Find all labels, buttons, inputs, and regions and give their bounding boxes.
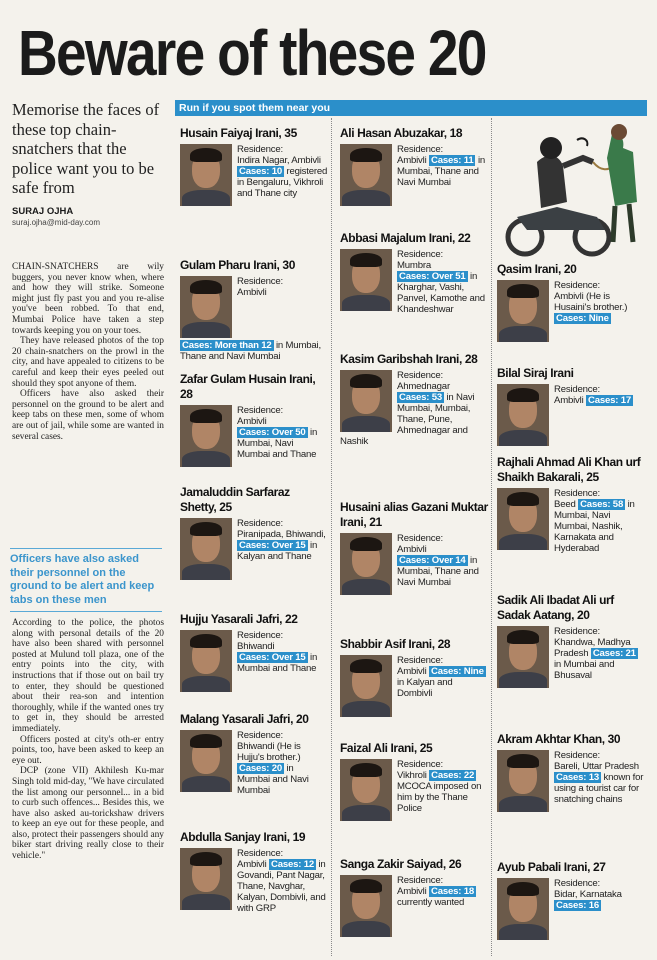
suspect-name: Abbasi Majalum Irani, 22: [340, 231, 471, 245]
suspect-photo: [497, 488, 549, 550]
cases-detail: registered in Bengaluru, Vikhroli and Thane city: [237, 166, 328, 199]
suspect-name: Sanga Zakir Saiyad, 26: [340, 857, 462, 871]
suspect-name: Gulam Pharu Irani, 30: [180, 258, 295, 272]
suspect-name: Abdulla Sanjay Irani, 19: [180, 830, 306, 844]
article-body-top: [12, 262, 164, 546]
cases-detail: in Kharghar, Vashi, Panvel, Kamothe and Khandeshwar: [397, 271, 485, 315]
suspect-name: Kasim Garibshah Irani, 28: [340, 352, 478, 366]
suspect-photo: [340, 144, 392, 206]
cases-badge: Cases: 10: [239, 166, 283, 177]
cases-detail: in Mumbai, Thane and Navi Mumbai: [180, 340, 321, 362]
residence-value: Bareli, Uttar Pradesh: [554, 761, 639, 772]
cases-detail: in Mumbai, Thane and Navi Mumbai: [397, 155, 486, 188]
residence-label: Residence:: [554, 750, 600, 761]
cases-badge: Cases: 21: [592, 648, 636, 659]
cases-detail: in Govandi, Pant Nagar, Thane, Navghar, Kalyan, Dombivli, and with GRP: [237, 859, 326, 914]
cases-badge: Cases: 20: [239, 763, 283, 774]
column-divider: [331, 118, 332, 956]
cases-badge: Cases: Over 14: [399, 555, 466, 566]
cases-badge: Cases: 12: [271, 859, 315, 870]
suspect-name: Malang Yasarali Jafri, 20: [180, 712, 309, 726]
residence-value: Vikhroli: [397, 770, 427, 781]
suspect-photo: [497, 878, 549, 940]
suspect-photo: [180, 630, 232, 692]
cases-badge: Cases: Over 51: [399, 271, 466, 282]
suspect-name: Zafar Gulam Husain Irani, 28: [180, 372, 316, 401]
suspect-photo: [180, 518, 232, 580]
suspect-photo: [180, 848, 232, 910]
cases-badge: Cases: 58: [580, 499, 624, 510]
residence-label: Residence:: [554, 488, 600, 499]
cases-badge: Cases: Over 15: [239, 652, 306, 663]
residence-value: Ambivli: [237, 416, 267, 427]
suspect-name: Ali Hasan Abuzakar, 18: [340, 126, 463, 140]
residence-value: Ambivli: [397, 544, 427, 555]
suspect-card: [497, 860, 647, 942]
cases-detail: in Kalyan and Dombivli: [397, 677, 453, 699]
suspect-photo: [340, 370, 392, 432]
residence-value: Mumbra: [397, 260, 431, 271]
intro-block: [12, 100, 162, 227]
cases-badge: Cases: 11: [431, 155, 474, 166]
cases-detail: in Mumbai and Navi Mumbai: [237, 763, 309, 796]
residence-label: Residence:: [397, 875, 443, 886]
suspect-photo: [497, 750, 549, 812]
cases-badge: Cases: 17: [588, 395, 632, 406]
suspect-card: [180, 612, 328, 694]
residence-value: Ambivli: [237, 859, 267, 870]
suspect-card: [180, 830, 328, 914]
residence-label: Residence:: [397, 144, 443, 155]
suspect-card: [180, 258, 328, 362]
cases-badge: Cases: Over 50: [239, 427, 306, 438]
cases-detail: currently wanted: [397, 897, 465, 908]
residence-label: Residence:: [397, 759, 443, 770]
suspect-photo: [180, 276, 232, 338]
residence-value: Ambivli (He is Husaini's brother.): [554, 291, 628, 313]
suspect-card: [497, 593, 647, 690]
cases-badge: Cases: More than 12: [182, 340, 272, 351]
suspect-name: Husain Faiyaj Irani, 35: [180, 126, 297, 140]
suspect-photo: [340, 655, 392, 717]
suspect-name: Bilal Siraj Irani: [497, 366, 574, 380]
residence-label: Residence:: [237, 405, 283, 416]
suspect-card: [180, 126, 328, 208]
suspect-card: [340, 741, 488, 823]
suspect-photo: [340, 533, 392, 595]
cases-detail: in Mumbai and Bhusaval: [554, 659, 615, 681]
suspect-card: [340, 231, 488, 315]
suspect-name: Shabbir Asif Irani, 28: [340, 637, 451, 651]
suspect-card: [497, 732, 647, 814]
intro-deck: Memorise the faces of these top chain-snatchers that the police want you to be safe from: [12, 100, 160, 197]
suspect-card: [180, 485, 328, 582]
article-paragraph: CHAIN-SNATCHERS are wily buggers, you never know when, where and how they will strike. Someone might just fly past you and you re-alise you've been robbed. To that end, Mumbai Police have taken a step towards keeping you on your toes.: [12, 262, 164, 336]
suspect-card: [497, 455, 647, 554]
suspect-photo: [180, 730, 232, 792]
residence-label: Residence:: [237, 848, 283, 859]
suspect-name: Akram Akhtar Khan, 30: [497, 732, 621, 746]
article-paragraph: Officers have also asked their personnel on the ground to be alert and keep tabs on these men, some of whom are out of jail, while some are wanted in several cases.: [12, 389, 164, 442]
residence-value: Ahmednagar: [397, 381, 450, 392]
cases-badge: Cases: 13: [556, 772, 600, 783]
cases-detail: in Mumbai, Navi Mumbai, Nashik, Karnakata and Hyderabad: [554, 499, 635, 554]
suspect-photo: [340, 249, 392, 311]
column-divider: [491, 118, 492, 956]
residence-value: Piranipada, Bhiwandi,: [237, 529, 326, 540]
residence-value: Indira Nagar, Ambivli: [237, 155, 321, 166]
residence-value: Ambivli: [554, 395, 584, 406]
suspect-name: Jamaluddin Sarfaraz Shetty, 25: [180, 485, 290, 514]
suspect-photo: [340, 875, 392, 937]
suspect-photo: [497, 280, 549, 342]
cases-detail: known for using a tourist car for snatching chains: [554, 772, 644, 805]
suspect-card: [497, 262, 647, 344]
cases-badge: Cases: Over 15: [239, 540, 306, 551]
residence-label: Residence:: [237, 630, 283, 641]
suspect-name: Qasim Irani, 20: [497, 262, 577, 276]
byline-email: suraj.ojha@mid-day.com: [12, 217, 101, 227]
cases-badge: Cases: 16: [556, 900, 600, 911]
suspect-card: [340, 637, 488, 719]
residence-value: Ambivli: [397, 666, 427, 677]
article-body-bottom: [12, 618, 164, 956]
residence-label: Residence:: [554, 280, 600, 291]
cases-detail: in Mumbai, Navi Mumbai and Thane: [237, 427, 318, 460]
residence-label: Residence:: [397, 533, 443, 544]
suspect-photo: [180, 144, 232, 206]
cases-badge: Cases: 22: [431, 770, 475, 781]
article-paragraph: DCP (zone VII) Akhilesh Ku-mar Singh told mid-day, "We have circulated the list among our personnel... in a bid to curb such offences... Besides this, we have also asked au-torickshaw drivers to keep an eye out for these people, and also, protect their passengers should any biker start driving really close to their vehicle.": [12, 766, 164, 862]
headline: Beware of these 20: [18, 17, 486, 89]
cases-detail: in Mumbai, Thane and Navi Mumbai: [397, 555, 479, 588]
run-banner: Run if you spot them near you: [175, 100, 647, 116]
suspect-name: Hujju Yasarali Jafri, 22: [180, 612, 298, 626]
suspect-name: Rajhali Ahmad Ali Khan urf Shaikh Bakarali, 25: [497, 455, 641, 484]
cases-detail: MCOCA imposed on him by the Thane Police: [397, 781, 482, 814]
cases-badge: Cases: 53: [399, 392, 443, 403]
suspect-card: [340, 500, 488, 597]
residence-label: Residence:: [554, 878, 600, 889]
suspect-card: [340, 126, 488, 208]
suspect-photo: [497, 384, 549, 446]
suspect-photo: [180, 405, 232, 467]
suspect-card: [340, 352, 488, 447]
suspect-photo: [340, 759, 392, 821]
cases-badge: Cases: Nine: [431, 666, 484, 677]
suspect-card: [340, 857, 488, 939]
cases-detail: in Kalyan and Thane: [237, 540, 318, 562]
cases-badge: Cases: Nine: [556, 313, 609, 324]
byline: SURAJ OJHA: [12, 205, 74, 217]
residence-label: Residence:: [397, 655, 443, 666]
residence-value: Beed: [554, 499, 576, 510]
article-paragraph: According to the police, the photos along with personal details of the 20 have also been shared with personnel posted at Mulund toll plaza, one of the entry points into the city, with instructions that if those out on bail try to enter, they should be questioned about their rea-son and intention thoroughly, while if the wanted ones try to get in, they should be arrested immediately.: [12, 618, 164, 734]
suspect-card: [497, 366, 647, 448]
cases-detail: in Mumbai and Thane: [237, 652, 318, 674]
cases-detail: in Navi Mumbai, Mumbai, Thane, Pune, Ahmednagar and Nashik: [340, 392, 475, 447]
residence-value: Bhiwandi (He is Hujju's brother.): [237, 741, 301, 763]
biker-snatcher-icon: [497, 122, 647, 257]
pull-quote: Officers have also asked their personnel on the ground to be alert and keep tabs on these men: [10, 548, 162, 612]
article-paragraph: They have released photos of the top 20 chain-snatchers on the prowl in the city, and have appealed to citizens to be careful and keep their eyes peeled out should they spot anyone of them.: [12, 336, 164, 389]
residence-label: Residence:: [554, 626, 600, 637]
cases-badge: Cases: 18: [431, 886, 475, 897]
residence-value: Ambivli: [237, 287, 267, 298]
suspect-card: [180, 372, 328, 469]
article-paragraph: Officers posted at city's oth-er entry points, too, have been asked to keep an eye out.: [12, 734, 164, 766]
residence-value: Khandwa, Madhya Pradesh: [554, 637, 631, 659]
residence-label: Residence:: [554, 384, 600, 395]
residence-label: Residence:: [397, 249, 443, 260]
chain-snatching-illustration: [497, 122, 647, 257]
suspect-name: Sadik Ali Ibadat Ali urf Sadak Aatang, 20: [497, 593, 614, 622]
residence-label: Residence:: [237, 518, 283, 529]
residence-value: Ambivli: [397, 886, 427, 897]
suspect-name: Husaini alias Gazani Muktar Irani, 21: [340, 500, 488, 529]
residence-value: Ambivli: [397, 155, 427, 166]
suspect-name: Faizal Ali Irani, 25: [340, 741, 433, 755]
residence-value: Bidar, Karnataka: [554, 889, 622, 900]
residence-label: Residence:: [237, 730, 283, 741]
residence-label: Residence:: [237, 276, 283, 287]
suspect-card: [180, 712, 328, 796]
residence-label: Residence:: [397, 370, 443, 381]
suspect-photo: [497, 626, 549, 688]
residence-label: Residence:: [237, 144, 283, 155]
suspect-name: Ayub Pabali Irani, 27: [497, 860, 606, 874]
residence-value: Bhiwandi: [237, 641, 275, 652]
